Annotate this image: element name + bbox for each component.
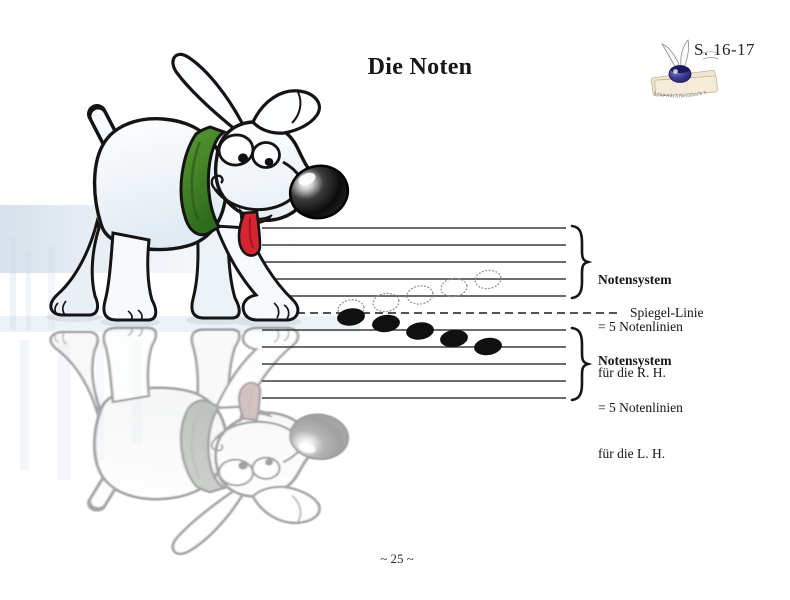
- page-reference: S. 16-17: [694, 40, 755, 59]
- right-hand-system-line3: für die R. H.: [598, 365, 666, 380]
- dog-cartoon: [51, 54, 354, 320]
- right-hand-system-line2: = 5 Notenlinien: [598, 318, 683, 334]
- left-hand-system-line3: für die L. H.: [598, 446, 666, 461]
- right-hand-system-heading: Notensystem: [598, 272, 672, 287]
- logo-arc-text: LeopoldsArbeitsbuch 1: [653, 90, 708, 100]
- page-number: ~ 25 ~: [380, 551, 414, 566]
- mirror-note-dotted: [406, 284, 434, 305]
- mirror-line-label: Spiegel-Linie: [630, 305, 704, 320]
- note-head-solid: [439, 328, 469, 349]
- inkwell-icon: [669, 66, 691, 83]
- left-hand-system-heading: Notensystem: [598, 353, 672, 368]
- note-head-solid: [405, 321, 435, 342]
- quill-icon: [662, 40, 689, 68]
- note-head-solid: [371, 313, 401, 334]
- left-hand-system-line2: = 5 Notenlinien: [598, 399, 683, 415]
- mirror-note-dotted: [440, 277, 468, 298]
- page-title: Die Noten: [367, 54, 473, 80]
- note-head-solid: [473, 336, 503, 357]
- mirror-note-dotted: [372, 292, 400, 313]
- left-hand-staff-brace: [572, 328, 588, 400]
- left-hand-system-label: [598, 322, 768, 493]
- right-hand-staff-brace: [572, 226, 588, 298]
